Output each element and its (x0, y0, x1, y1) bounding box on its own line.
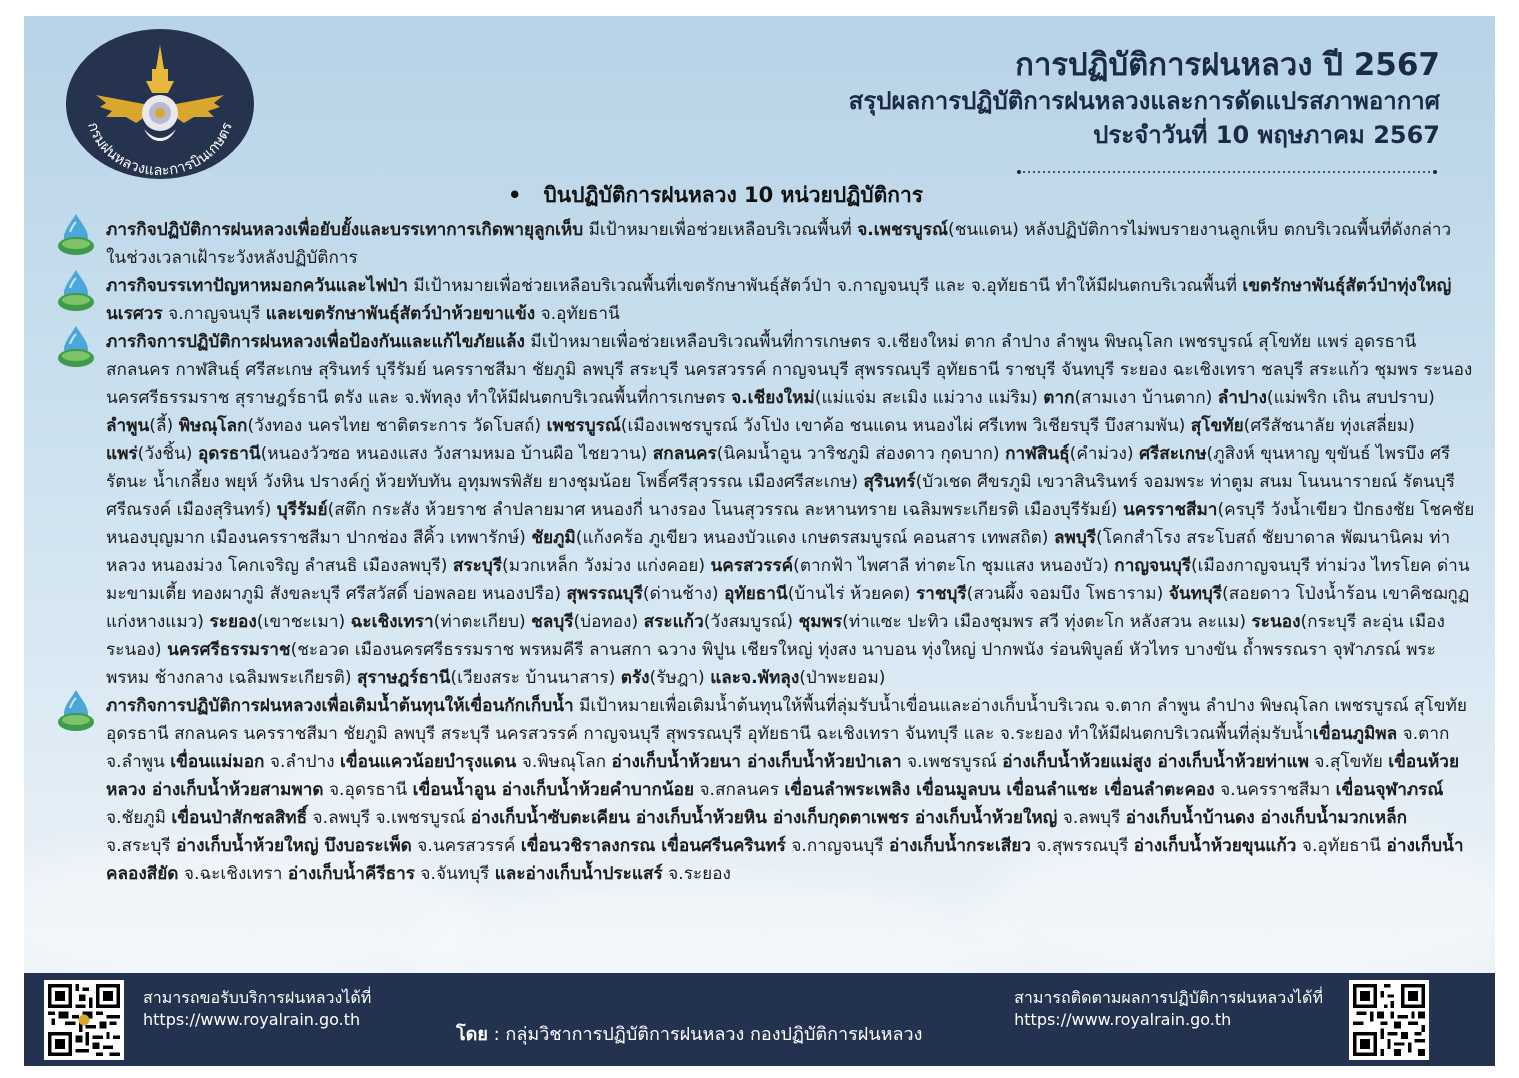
mission-body-text: (ชะอวด เมืองนครศรีธรรมราช พรหมคีรี ลานสกา ฉวาง พิปูน เชียรใหญ่ ทุ่งสง นาบอน ทุ่งใหญ่ ปากพนัง ร่อนพิบูลย์ หัวไทร บางขัน ถ้ำพรรณรา จุฬาภรณ์ พระพรหม ช้างกลาง เฉลิมพระเกียรติ) (106, 640, 1436, 688)
mission-body-text: (เขาชะเมา) (256, 612, 351, 632)
mission-highlight-text: บุรีรัมย์ (276, 500, 328, 520)
globe-drop-icon (56, 688, 96, 732)
mission-body-text: (ตากฟ้า ไพศาลี ท่าตะโก ชุมแสง หนองบัว) (793, 556, 1115, 576)
mission-highlight-text: อ่างเก็บน้ำห้วยนา อ่างเก็บน้ำห้วยป่าเลา (611, 752, 902, 772)
mission-highlight-text: เขื่อนภูมิพล (1312, 724, 1398, 744)
mission-body-text: จ.พิษณุโลก (516, 752, 612, 772)
credit-label: โดย (456, 1024, 488, 1045)
mission-highlight-text: เพชรบูรณ์ (546, 416, 621, 436)
qr-code-follow-icon[interactable] (1349, 980, 1429, 1060)
mission-body-text: (นิคมน้ำอูน วาริชภูมิ ส่องดาว กุดบาก) (716, 444, 1006, 464)
mission-highlight-text: ลำปาง (1217, 388, 1267, 408)
mission-body-text: (บ่อทอง) (573, 612, 644, 632)
mission-body-text: จ.ระยอง (662, 864, 731, 884)
mission-highlight-text: ตาก (1043, 388, 1075, 408)
footer-follow-info (1014, 987, 1323, 1031)
footer-credit (456, 1019, 922, 1048)
page-title: การปฏิบัติการฝนหลวง ปี 2567 (1015, 47, 1440, 83)
mission-highlight-text: ลำพูน (106, 416, 150, 436)
department-logo (66, 29, 254, 179)
mission-body-text: จ.ชัยภูมิ (106, 808, 172, 828)
section-heading-text: บินปฏิบัติการฝนหลวง 10 หน่วยปฏิบัติการ (543, 183, 924, 207)
mission-body-text: (หนองวัวซอ หนองแสง วังสามหมอ บ้านผือ ไชยวาน) (260, 444, 653, 464)
mission-body-text: (ภูสิงห์ ขุนหาญ ขุขันธ์ ไพรบึง ศรีรัตนะ น้ำเกลี้ยง พยุห์ วังหิน ปรางค์กู่ ห้วยทับทัน อุทุมพรพิสัย ยางชุมน้อย โพธิ์ศรีสุวรรณ เมืองศรีสะเกษ) (106, 444, 1451, 492)
mission-highlight-text: จ.เพชรบูรณ์ (857, 220, 948, 240)
mission-body-text: (ด่านช้าง) (642, 584, 725, 604)
footer-bar (24, 973, 1495, 1066)
mission-highlight-text: สุราษฎร์ธานี (357, 668, 451, 688)
mission-body-text: จ.ลำปาง (264, 752, 341, 772)
mission-highlight-text: แพร่ (106, 444, 138, 464)
mission-highlight-text: อ่างเก็บน้ำคลองสียัด (106, 836, 1464, 884)
mission-highlight-text: สระแก้ว (643, 612, 704, 632)
credit-text: : กลุ่มวิชาการปฏิบัติการฝนหลวง กองปฏิบัติการฝนหลวง (487, 1024, 923, 1045)
mission-body-text: (สอยดาว โป่งน้ำร้อน เขาคิชฌกูฏ แก่งหางแมว) (106, 584, 1470, 632)
mission-highlight-text: ระนอง (1251, 612, 1301, 632)
mission-paragraph (106, 692, 1476, 888)
mission-body-text: (สวนผึ้ง จอมบึง โพธาราม) (966, 584, 1169, 604)
mission-highlight-text: เขื่อนจุฬาภรณ์ (1335, 780, 1444, 800)
mission-body-text: จ.ตาก จ.ลำพูน (106, 724, 1450, 772)
section-heading (508, 179, 923, 212)
mission-highlight-text: ภารกิจบรรเทาปัญหาหมอกควันและไฟป่า (106, 276, 408, 296)
mission-body-text: (คำม่วง) (1069, 444, 1140, 464)
mission-highlight-text: จ.เชียงใหม่ (731, 388, 815, 408)
mission-highlight-text: ตรัง (620, 668, 650, 688)
mission-body-text: จ.กาญจนบุรี (785, 836, 890, 856)
mission-body-text: มีเป้าหมายเพื่อช่วยเหลือบริเวณพื้นที่การเกษตร จ.เชียงใหม่ ตาก ลำปาง ลำพูน พิษณุโลก เพชรบูรณ์ สุโขทัย แพร่ อุดรธานี สกลนคร กาฬสินธุ์ ศรีสะเกษ สุรินทร์ บุรีรัมย์ นครราชสีมา ชัยภูมิ ลพบุรี สระบุรี นครสวรรค์ กาญจนบุรี สุพรรณบุรี อุทัยธานี ราชบุรี จันทบุรี ระยอง ฉะเชิงเทรา ชลบุรี สระแก้ว ชุมพร ระนอง นครศรีธรรมราช สุราษฎร์ธานี ตรัง และ จ.พัทลุง ทำให้มีฝนตกบริเวณพื้นที่การเกษตร (106, 332, 1473, 408)
mission-highlight-text: เขื่อนลำพระเพลิง เขื่อนมูลบน เขื่อนลำแชะ เขื่อนลำตะคอง (784, 780, 1215, 800)
mission-highlight-text: และเขตรักษาพันธุ์สัตว์ป่าห้วยขาแข้ง (265, 304, 536, 324)
footer-request-label: สามารถขอรับบริการฝนหลวงได้ที่ (143, 988, 372, 1007)
mission-highlight-text: นครศรีธรรมราช (167, 640, 291, 660)
mission-body-text: จ.ฉะเชิงเทรา (178, 864, 288, 884)
mission-body-text: จ.สระบุรี (106, 836, 177, 856)
mission-highlight-text: เขื่อนแควน้อยบำรุงแดน (340, 752, 517, 772)
mission-body-text: จ.อุทัยธานี (535, 304, 620, 324)
mission-body-text: (บัวเชด ศีขรภูมิ เขวาสินรินทร์ จอมพระ ท่าตูม สนม โนนนารายณ์ รัตนบุรี ศรีณรงค์ เมืองสุรินทร์) (106, 472, 1455, 520)
mission-highlight-text: เขื่อนป่าสักชลสิทธิ์ (171, 808, 308, 828)
mission-body-text: จ.สุโขทัย (1308, 752, 1389, 772)
globe-drop-icon (56, 268, 96, 312)
mission-body-text: (สตึก กระสัง ห้วยราช ลำปลายมาศ หนองกี่ นางรอง โนนสุวรรณ ละหานทราย เฉลิมพระเกียรติ เมืองบุรีรัมย์) (327, 500, 1123, 520)
mission-highlight-text: สกลนคร (652, 444, 717, 464)
mission-highlight-text: และอ่างเก็บน้ำประแสร์ (494, 864, 663, 884)
mission-body-text: (มวกเหล็ก วังม่วง แก่งคอย) (502, 556, 711, 576)
footer-request-info (143, 987, 371, 1031)
mission-highlight-text: ราชบุรี (915, 584, 967, 604)
mission-highlight-text: เขื่อนวชิราลงกรณ เขื่อนศรีนครินทร์ (520, 836, 786, 856)
mission-body-text: จ.เพชรบูรณ์ (901, 752, 1003, 772)
mission-body-text: (ท่าแซะ ปะทิว เมืองชุมพร สวี ทุ่งตะโก หลังสวน ละแม) (842, 612, 1252, 632)
mission-highlight-text: สุรินทร์ (863, 472, 916, 492)
mission-highlight-text: ศรีสะเกษ (1139, 444, 1207, 464)
mission-body-text: จ.จันทบุรี (414, 864, 495, 884)
mission-highlight-text: เขื่อนแม่มอก (170, 752, 265, 772)
mission-body-text: จ.ลพบุรี (1057, 808, 1126, 828)
footer-follow-label: สามารถติดตามผลการปฏิบัติการฝนหลวงได้ที่ (1014, 988, 1323, 1007)
mission-highlight-text: เขื่อนน้ำอูน อ่างเก็บน้ำห้วยคำบากน้อย (412, 780, 695, 800)
mission-body-text: (ครบุรี วังน้ำเขียว ปักธงชัย โชคชัย หนองบุญมาก เมืองนครราชสีมา ปากช่อง สีคิ้ว เทพารักษ์) (106, 500, 1475, 548)
mission-body-text: จ.อุดรธานี (323, 780, 413, 800)
mission-body-text: (โคกสำโรง สระโบสถ์ ชัยบาดาล พัฒนานิคม ท่าหลวง หนองม่วง โคกเจริญ ลำสนธิ เมืองลพบุรี) (106, 528, 1451, 576)
mission-body-text: (ท่าตะเกียบ) (433, 612, 532, 632)
mission-highlight-text: และจ.พัทลุง (710, 668, 800, 688)
mission-highlight-text: อ่างเก็บน้ำกระเสียว (889, 836, 1031, 856)
mission-paragraph (106, 328, 1476, 692)
mission-highlight-text: สระบุรี (452, 556, 502, 576)
logo-ring-text: กรมฝนหลวงและการบินเกษตร (84, 120, 236, 179)
mission-body-text: จ.ลพบุรี จ.เพชรบูรณ์ (307, 808, 471, 828)
qr-code-request-icon[interactable] (44, 980, 124, 1060)
mission-body-text: (ชนแดน) หลังปฏิบัติการไม่พบรายงานลูกเห็บ ตกบริเวณพื้นที่ดังกล่าว ในช่วงเวลาเฝ้าระวังหลังปฏิบัติการ (106, 220, 1452, 268)
mission-body-text: (ป่าพะยอม) (799, 668, 886, 688)
poster-frame (24, 16, 1495, 1066)
mission-highlight-text: สุพรรณบุรี (566, 584, 643, 604)
mission-body-text: (วังชิ้น) (137, 444, 198, 464)
royal-garuda-emblem-icon (66, 29, 254, 179)
mission-body-text: จ.กาญจนบุรี (162, 304, 266, 324)
mission-body-text: (แม่พริก เถิน สบปราบ) (1266, 388, 1435, 408)
mission-body-text: จ.สกลนคร (694, 780, 785, 800)
mission-paragraph (106, 216, 1476, 272)
globe-drop-icon (56, 324, 96, 368)
mission-highlight-text: อ่างเก็บน้ำคีรีธาร (287, 864, 415, 884)
footer-request-link[interactable]: https://www.royalrain.go.th (143, 1010, 361, 1029)
mission-body-text: จ.อุทัยธานี (1296, 836, 1387, 856)
missions-list (106, 216, 1476, 888)
mission-body-text: (แม่แจ่ม สะเมิง แม่วาง แม่ริม) (814, 388, 1044, 408)
mission-body-text: (รัษฎา) (649, 668, 711, 688)
mission-highlight-text: กาฬสินธุ์ (1005, 444, 1070, 464)
mission-highlight-text: เขื่อนห้วยหลวง อ่างเก็บน้ำห้วยสามพาด (106, 752, 1460, 800)
mission-highlight-text: อุทัยธานี (724, 584, 788, 604)
mission-highlight-text: อ่างเก็บน้ำบ้านดง อ่างเก็บน้ำมวกเหล็ก (1125, 808, 1408, 828)
mission-highlight-text: สุโขทัย (1190, 416, 1244, 436)
mission-highlight-text: อุดรธานี (197, 444, 261, 464)
mission-highlight-text: ระยอง (209, 612, 257, 632)
mission-highlight-text: พิษณุโลก (178, 416, 248, 436)
mission-highlight-text: ลพบุรี (1053, 528, 1096, 548)
mission-highlight-text: ภารกิจปฏิบัติการฝนหลวงเพื่อยับยั้งและบรรเทาการเกิดพายุลูกเห็บ (106, 220, 584, 240)
mission-highlight-text: นครสวรรค์ (710, 556, 794, 576)
mission-body-text: (ศรีสัชนาลัย ทุ่งเสลี่ยม) (1243, 416, 1415, 436)
mission-highlight-text: นครราชสีมา (1122, 500, 1218, 520)
mission-body-text: (เวียงสระ บ้านนาสาร) (450, 668, 621, 688)
globe-drop-icon (56, 212, 96, 256)
mission-highlight-text: ชุมพร (798, 612, 843, 632)
mission-highlight-text: กาญจนบุรี (1114, 556, 1191, 576)
mission-highlight-text: เขตรักษาพันธุ์สัตว์ป่าทุ่งใหญ่นเรศวร (106, 276, 1452, 324)
mission-body-text: (กระบุรี ละอุ่น เมืองระนอง) (106, 612, 1445, 660)
mission-body-text: มีเป้าหมายเพื่อช่วยเหลือบริเวณพื้นที่ (583, 220, 858, 240)
header-title-block (849, 46, 1440, 152)
mission-body-text: (วังสมบูรณ์) (703, 612, 799, 632)
mission-highlight-text: จันทบุรี (1168, 584, 1223, 604)
mission-highlight-text: อ่างเก็บน้ำห้วยใหญ่ บึงบอระเพ็ด (176, 836, 412, 856)
mission-body-text: จ.นครราชสีมา (1214, 780, 1336, 800)
mission-body-text: มีเป้าหมายเพื่อเติมน้ำต้นทุนให้พื้นที่ลุ่มรับน้ำเขื่อนและอ่างเก็บน้ำบริเวณ จ.ตาก ลำพูน ลำปาง พิษณุโลก เพชรบูรณ์ สุโขทัย อุดรธานี สกลนคร นครราชสีมา ชัยภูมิ ลพบุรี สระบุรี นครสวรรค์ กาญจนบุรี สุพรรณบุรี อุทัยธานี ฉะเชิงเทรา จันทบุรี และ จ.ระยอง ทำให้มีฝนตกบริเวณพื้นที่ลุ่มรับน้ำ (106, 696, 1467, 744)
mission-highlight-text: ชัยภูมิ (531, 528, 576, 548)
mission-body-text: (วังทอง นครไทย ชาติตระการ วัดโบสถ์) (247, 416, 547, 436)
mission-body-text: จ.สุพรรณบุรี (1030, 836, 1134, 856)
mission-highlight-text: อ่างเก็บน้ำห้วยแม่สูง อ่างเก็บน้ำห้วยท่าแพ (1002, 752, 1309, 772)
page-subtitle: สรุปผลการปฏิบัติการฝนหลวงและการดัดแปรสภาพอากาศ (848, 87, 1440, 115)
report-date: ประจำวันที่ 10 พฤษภาคม 2567 (1093, 121, 1440, 149)
mission-highlight-text: ภารกิจการปฏิบัติการฝนหลวงเพื่อป้องกันและแก้ไขภัยแล้ง (106, 332, 525, 352)
footer-follow-link[interactable]: https://www.royalrain.go.th (1014, 1010, 1232, 1029)
mission-body-text: จ.นครสวรรค์ (411, 836, 521, 856)
mission-body-text: (สามเงา บ้านตาก) (1074, 388, 1218, 408)
mission-highlight-text: ฉะเชิงเทรา (350, 612, 434, 632)
mission-body-text: (เมืองกาญจนบุรี ท่าม่วง ไทรโยค ด่านมะขามเตี้ย ทองผาภูมิ สังขละบุรี ศรีสวัสดิ์ บ่อพลอย หนองปรือ) (106, 556, 1470, 604)
mission-body-text: (ลี้) (149, 416, 179, 436)
mission-body-text: (บ้านไร่ ห้วยคต) (787, 584, 916, 604)
title-divider (1017, 170, 1437, 174)
mission-highlight-text: ชลบุรี (531, 612, 574, 632)
mission-body-text: (เมืองเพชรบูรณ์ วังโป่ง เขาค้อ ชนแดน หนองไผ่ ศรีเทพ วิเชียรบุรี บึงสามพัน) (620, 416, 1191, 436)
mission-highlight-text: อ่างเก็บน้ำห้วยขุนแก้ว (1133, 836, 1297, 856)
bullet-icon: • (508, 183, 522, 207)
mission-body-text: มีเป้าหมายเพื่อช่วยเหลือบริเวณพื้นที่เขตรักษาพันธุ์สัตว์ป่า จ.กาญจนบุรี และ จ.อุทัยธานี ทำให้มีฝนตกบริเวณพื้นที่ (407, 276, 1243, 296)
mission-highlight-text: อ่างเก็บน้ำซับตะเคียน อ่างเก็บน้ำห้วยหิน อ่างเก็บกุดตาเพชร อ่างเก็บน้ำห้วยใหญ่ (470, 808, 1058, 828)
mission-highlight-text: ภารกิจการปฏิบัติการฝนหลวงเพื่อเติมน้ำต้นทุนให้เขื่อนกักเก็บน้ำ (106, 696, 574, 716)
mission-paragraph (106, 272, 1476, 328)
mission-body-text: (แก้งคร้อ ภูเขียว หนองบัวแดง เกษตรสมบูรณ์ คอนสาร เทพสถิต) (575, 528, 1054, 548)
